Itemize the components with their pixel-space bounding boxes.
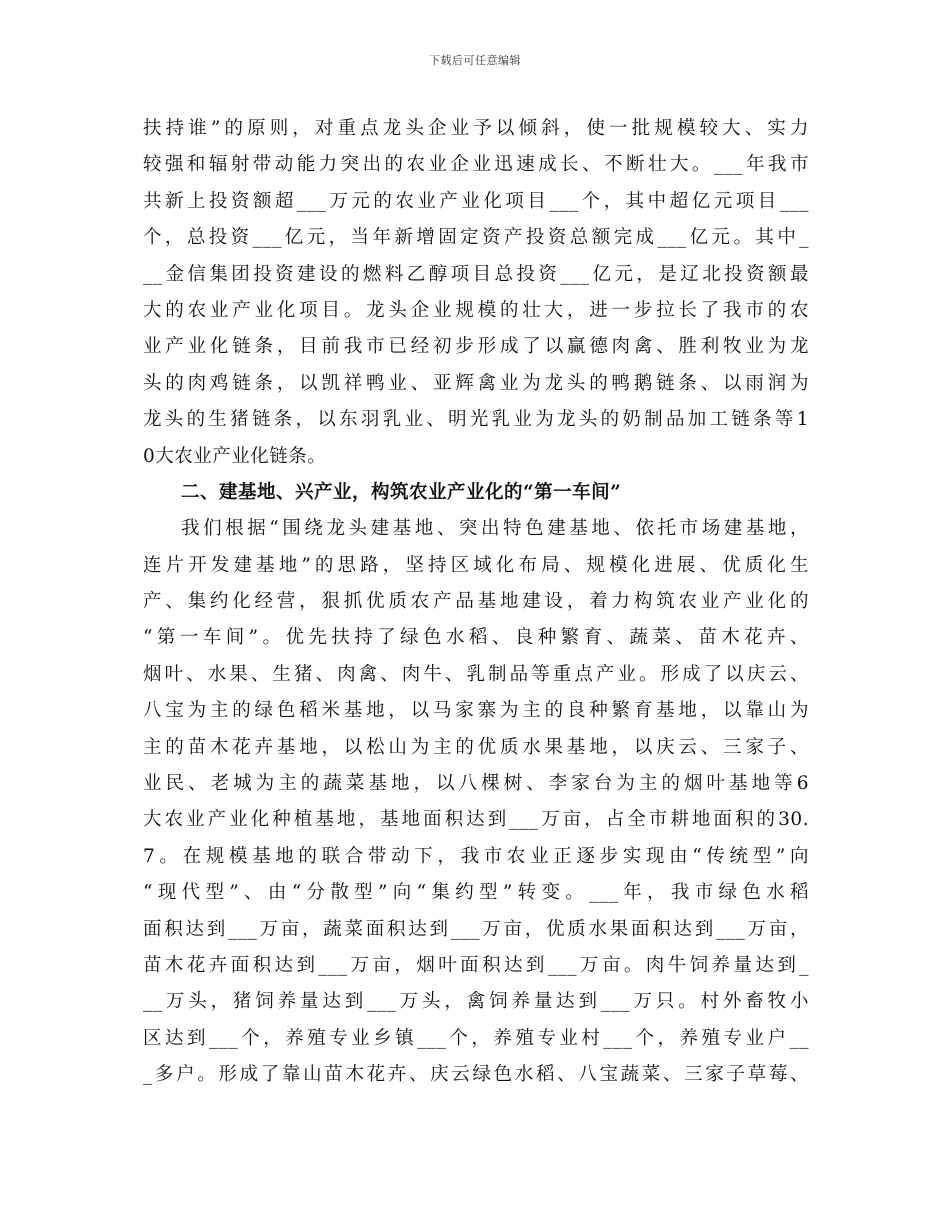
text-line: 产、集约化经营，狠抓优质农产品基地建设，着力构筑农业产业化的 (143, 591, 809, 613)
paragraph-1 (143, 111, 809, 475)
text-line: _多户。形成了靠山苗木花卉、庆云绿色水稻、八宝蔬菜、三家子草莓、 (143, 1064, 809, 1086)
text-line: 业民、老城为主的蔬菜基地，以八棵树、李家台为主的烟叶基地等6 (143, 773, 809, 795)
section-heading: 二、建基地、兴产业，构筑农业产业化的“第一车间” (181, 481, 622, 503)
document-body (143, 111, 809, 1094)
text-line: 业产业化链条，目前我市已经初步形成了以赢德肉禽、胜利牧业为龙 (143, 336, 809, 358)
text-line: 龙头的生猪链条，以东羽乳业、明光乳业为龙头的奶制品加工链条等1 (143, 409, 809, 431)
text-line: 烟叶、水果、生猪、肉禽、肉牛、乳制品等重点产业。形成了以庆云、 (143, 663, 809, 685)
text-line: __万头，猪饲养量达到___万头，禽饲养量达到___万只。村外畜牧小 (143, 991, 809, 1013)
text-line: 头的肉鸡链条，以凯祥鸭业、亚辉禽业为龙头的鸭鹅链条、以雨润为 (143, 372, 809, 394)
text-line: 我们根据“围绕龙头建基地、突出特色建基地、依托市场建基地， (181, 518, 809, 540)
page-header-note: 下载后可任意编辑 (429, 54, 521, 67)
text-line: “现代型”、由“分散型”向“集约型”转变。___年，我市绿色水稻 (143, 882, 809, 904)
text-line: 大农业产业化种植基地，基地面积达到___万亩，占全市耕地面积的30. (143, 809, 809, 831)
text-line: 个，总投资___亿元，当年新增固定资产投资总额完成___亿元。其中_ (143, 227, 809, 249)
text-line: 连片开发建基地”的思路，坚持区域化布局、规模化进展、优质化生 (143, 554, 809, 576)
paragraph-2 (143, 511, 809, 1093)
text-line: 大的农业产业化项目。龙头企业规模的壮大，进一步拉长了我市的农 (143, 299, 809, 321)
text-line: 0大农业产业化链条。 (143, 445, 327, 467)
text-line: 扶持谁”的原则，对重点龙头企业予以倾斜，使一批规模较大、实力 (143, 118, 809, 139)
text-line: 面积达到___万亩，蔬菜面积达到___万亩，优质水果面积达到___万亩， (143, 918, 809, 940)
text-line: 区达到___个，养殖专业乡镇___个，养殖专业村___个，养殖专业户__ (143, 1027, 809, 1049)
text-line: 主的苗木花卉基地，以松山为主的优质水果基地，以庆云、三家子、 (143, 736, 809, 758)
text-line: 共新上投资额超___万元的农业产业化项目___个，其中超亿元项目___ (143, 190, 809, 212)
text-line: 八宝为主的绿色稻米基地，以马家寨为主的良种繁育基地，以靠山为 (143, 700, 809, 722)
text-line: 苗木花卉面积达到___万亩，烟叶面积达到___万亩。肉牛饲养量达到_ (143, 954, 809, 976)
text-line: 7。在规模基地的联合带动下，我市农业正逐步实现由“传统型”向 (143, 845, 809, 867)
text-line: __金信集团投资建设的燃料乙醇项目总投资___亿元，是辽北投资额最 (143, 263, 809, 285)
text-line: 较强和辐射带动能力突出的农业企业迅速成长、不断壮大。___年我市 (143, 154, 809, 176)
text-line: “第一车间”。优先扶持了绿色水稻、良种繁育、蔬菜、苗木花卉、 (143, 627, 809, 649)
